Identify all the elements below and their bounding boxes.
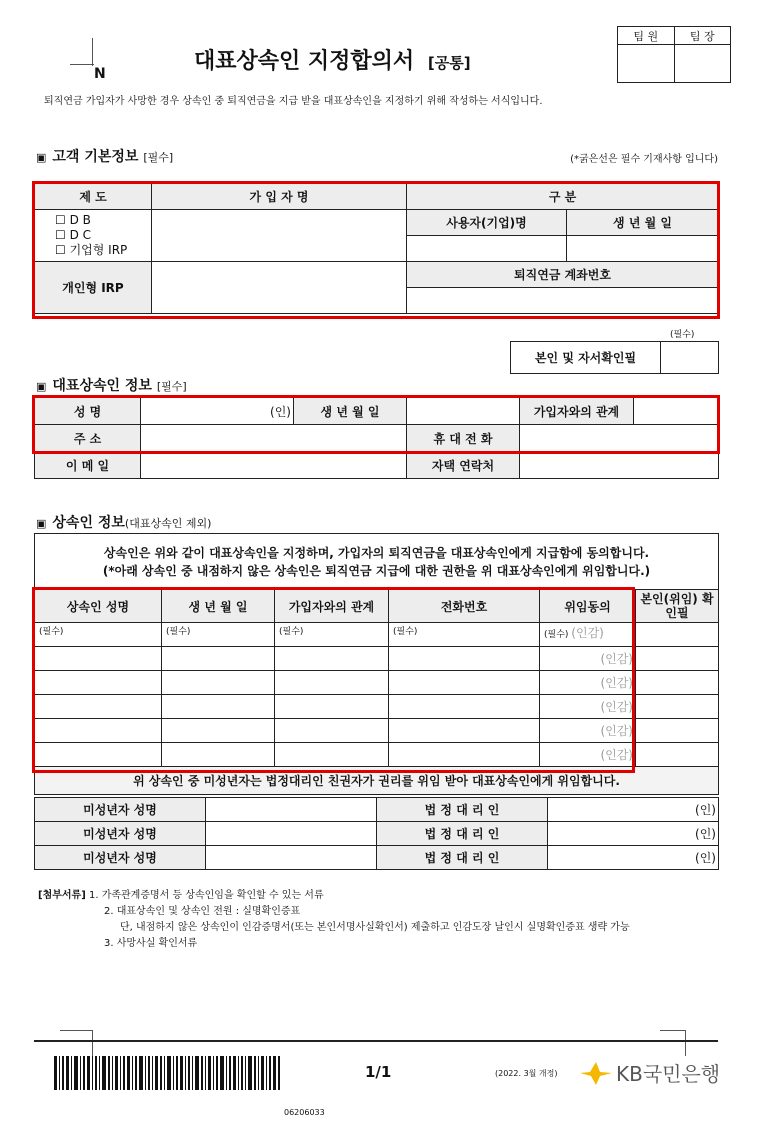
category-header: 구 분	[407, 184, 719, 210]
approval-staff-sign[interactable]	[618, 45, 675, 83]
heir-verify-cell[interactable]	[636, 671, 719, 695]
verify-required: (필수)	[670, 330, 695, 340]
system-header: 제 도	[35, 184, 152, 210]
rep-email-label: 이 메 일	[35, 452, 141, 479]
subscriber-name-field[interactable]	[152, 210, 407, 262]
rep-mobile-label: 휴 대 전 화	[407, 425, 520, 452]
crop-mark	[685, 1030, 686, 1056]
minor-table	[34, 797, 719, 870]
guardian-label: 법 정 대 리 인	[377, 822, 548, 846]
heir-birth-cell[interactable]	[162, 695, 275, 719]
heir-phone-cell[interactable]	[389, 743, 540, 767]
subscriber-header: 가 입 자 명	[152, 184, 407, 210]
brand-logo	[578, 1058, 720, 1087]
minor-name-field[interactable]	[206, 846, 377, 870]
rep-relation-field[interactable]	[634, 398, 719, 425]
heir-birth-cell[interactable]	[162, 719, 275, 743]
rep-address-label: 주 소	[35, 425, 141, 452]
birth-field[interactable]	[567, 236, 719, 262]
minor-name-field[interactable]	[206, 798, 377, 822]
heir-relation-cell[interactable]: (필수)	[275, 623, 389, 647]
crop-mark	[70, 64, 94, 65]
heir-birth-cell[interactable]	[162, 671, 275, 695]
rep-relation-label: 가입자와의 관계	[520, 398, 634, 425]
guardian-field[interactable]: (인)	[548, 846, 719, 870]
customer-info-table	[34, 183, 719, 314]
personal-irp-label: 개인형 IRP	[35, 262, 152, 314]
n-mark: N	[94, 66, 106, 82]
guardian-label: 법 정 대 리 인	[377, 846, 548, 870]
verify-box	[510, 341, 719, 374]
rep-name-label: 성 명	[35, 398, 141, 425]
personal-irp-field[interactable]	[152, 262, 407, 314]
heir-relation-cell[interactable]	[275, 743, 389, 767]
employer-header: 사용자(기업)명	[407, 210, 567, 236]
rep-home-label: 자택 연락처	[407, 452, 520, 479]
col-heir-verify: 본인(위임) 확인필	[636, 590, 719, 623]
revision-date: (2022. 3월 개정)	[495, 1069, 558, 1078]
heir-verify-cell[interactable]	[636, 719, 719, 743]
section-heirs: ▣ 상속인 정보(대표상속인 제외)	[36, 515, 212, 531]
account-field[interactable]	[407, 288, 719, 314]
minor-name-label: 미성년자 성명	[35, 822, 206, 846]
heir-consent-cell[interactable]: (필수) (인감)	[540, 623, 636, 647]
heir-name-cell[interactable]	[35, 647, 162, 671]
minor-name-field[interactable]	[206, 822, 377, 846]
heir-verify-cell[interactable]	[636, 647, 719, 671]
approval-staff: 팀 원	[618, 27, 675, 45]
attachment-item: 2. 대표상속인 및 상속인 전원 : 실명확인증표	[104, 906, 301, 917]
crop-mark	[92, 1030, 93, 1056]
heir-phone-cell[interactable]	[389, 647, 540, 671]
consent-line-1: 상속인은 위와 같이 대표상속인을 지정하며, 가입자의 퇴직연금을 대표상속인에게 지급함에 동의합니다.	[103, 545, 650, 560]
table-row	[35, 671, 719, 695]
checkbox-dc[interactable]: ☐ D C	[55, 228, 92, 242]
heir-phone-cell[interactable]	[389, 695, 540, 719]
heir-birth-cell[interactable]	[162, 647, 275, 671]
rep-address-field[interactable]	[141, 425, 407, 452]
heirs-table	[34, 533, 719, 795]
heirs-consent	[35, 534, 719, 590]
table-row	[35, 719, 719, 743]
heir-consent-cell[interactable]: (인감)	[540, 647, 636, 671]
checkbox-db[interactable]: ☐ D B	[55, 213, 91, 227]
heir-verify-cell[interactable]	[636, 695, 719, 719]
approval-manager: 팀 장	[674, 27, 731, 45]
heir-relation-cell[interactable]	[275, 647, 389, 671]
rep-mobile-field[interactable]	[520, 425, 719, 452]
kb-star-icon	[578, 1060, 614, 1086]
birth-header: 생 년 월 일	[567, 210, 719, 236]
approval-box	[617, 26, 731, 83]
rep-birth-label: 생 년 월 일	[294, 398, 407, 425]
page-number: 1/1	[365, 1063, 392, 1081]
minor-name-label: 미성년자 성명	[35, 846, 206, 870]
representative-table	[34, 397, 719, 479]
col-heir-relation: 가입자와의 관계	[275, 590, 389, 623]
heir-consent-cell[interactable]: (인감)	[540, 671, 636, 695]
rep-name-field[interactable]: (인)	[141, 398, 294, 425]
heir-consent-cell[interactable]: (인감)	[540, 743, 636, 767]
minor-name-label: 미성년자 성명	[35, 798, 206, 822]
heir-verify-cell[interactable]	[636, 623, 719, 647]
col-heir-consent: 위임동의	[540, 590, 636, 623]
heir-name-cell[interactable]	[35, 719, 162, 743]
heir-phone-cell[interactable]: (필수)	[389, 623, 540, 647]
heir-birth-cell[interactable]	[162, 743, 275, 767]
brand-name: KB국민은행	[616, 1062, 721, 1086]
attachments	[38, 888, 630, 952]
attachments-label: [첨부서류]	[38, 890, 86, 901]
heir-verify-cell[interactable]	[636, 743, 719, 767]
col-heir-phone: 전화번호	[389, 590, 540, 623]
rep-email-field[interactable]	[141, 452, 407, 479]
heir-relation-cell[interactable]	[275, 671, 389, 695]
crop-mark	[60, 1030, 92, 1031]
title-tag: [공통]	[427, 54, 471, 72]
heir-consent-cell[interactable]: (인감)	[540, 695, 636, 719]
col-heir-birth: 생 년 월 일	[162, 590, 275, 623]
form-code: 06206033	[284, 1108, 325, 1117]
account-header: 퇴직연금 계좌번호	[407, 262, 719, 288]
section-representative: ▣ 대표상속인 정보 [필수]	[36, 378, 187, 394]
employer-field[interactable]	[407, 236, 567, 262]
verify-label: 본인 및 자서확인필	[511, 342, 661, 374]
barcode-icon	[54, 1056, 280, 1090]
intro-text: 퇴직연금 가입자가 사망한 경우 상속인 중 퇴직연금을 지급 받을 대표상속인을 지정하기 위해 작성하는 서식입니다.	[44, 96, 543, 107]
footer-rule	[34, 1040, 718, 1042]
approval-manager-sign[interactable]	[674, 45, 731, 83]
attachment-item: 3. 사망사실 확인서류	[104, 938, 198, 949]
rep-home-field[interactable]	[520, 452, 719, 479]
heir-relation-cell[interactable]	[275, 719, 389, 743]
heir-phone-cell[interactable]	[389, 719, 540, 743]
guardian-label: 법 정 대 리 인	[377, 798, 548, 822]
heir-birth-cell[interactable]: (필수)	[162, 623, 275, 647]
heir-name-cell[interactable]	[35, 695, 162, 719]
guardian-field[interactable]: (인)	[548, 798, 719, 822]
page-title: 대표상속인 지정합의서 [공통]	[194, 49, 471, 74]
guardian-field[interactable]: (인)	[548, 822, 719, 846]
crop-mark	[660, 1030, 686, 1031]
table-row	[35, 743, 719, 767]
verify-sign[interactable]	[661, 342, 719, 374]
heir-name-cell[interactable]	[35, 671, 162, 695]
heir-phone-cell[interactable]	[389, 671, 540, 695]
rep-birth-field[interactable]	[407, 398, 520, 425]
minor-notice: 위 상속인 중 미성년자는 법정대리인 친권자가 권리를 위임 받아 대표상속인에게 위임합니다.	[35, 767, 719, 795]
system-options	[35, 210, 152, 262]
crop-mark	[92, 38, 93, 66]
checkbox-corp-irp[interactable]: ☐ 기업형 IRP	[55, 243, 128, 257]
table-row	[35, 647, 719, 671]
attachment-item: 1. 가족관계증명서 등 상속인임을 확인할 수 있는 서류	[88, 890, 324, 901]
heir-name-cell[interactable]: (필수)	[35, 623, 162, 647]
attachment-item: 단, 내점하지 않은 상속인이 인감증명서(또는 본인서명사실확인서) 제출하고 인감도장 날인시 실명확인증표 생략 가능	[120, 922, 630, 933]
heir-relation-cell[interactable]	[275, 695, 389, 719]
heir-name-cell[interactable]	[35, 743, 162, 767]
heir-consent-cell[interactable]: (인감)	[540, 719, 636, 743]
table-row	[35, 695, 719, 719]
required-note: (*굵은선은 필수 기재사항 입니다)	[570, 154, 718, 165]
col-heir-name: 상속인 성명	[35, 590, 162, 623]
consent-line-2: (*아래 상속인 중 내점하지 않은 상속인은 퇴직연금 지급에 대한 권한을 위 대표상속인에게 위임합니다.)	[102, 563, 651, 578]
section-customer-info: ▣ 고객 기본정보 [필수]	[36, 149, 174, 165]
